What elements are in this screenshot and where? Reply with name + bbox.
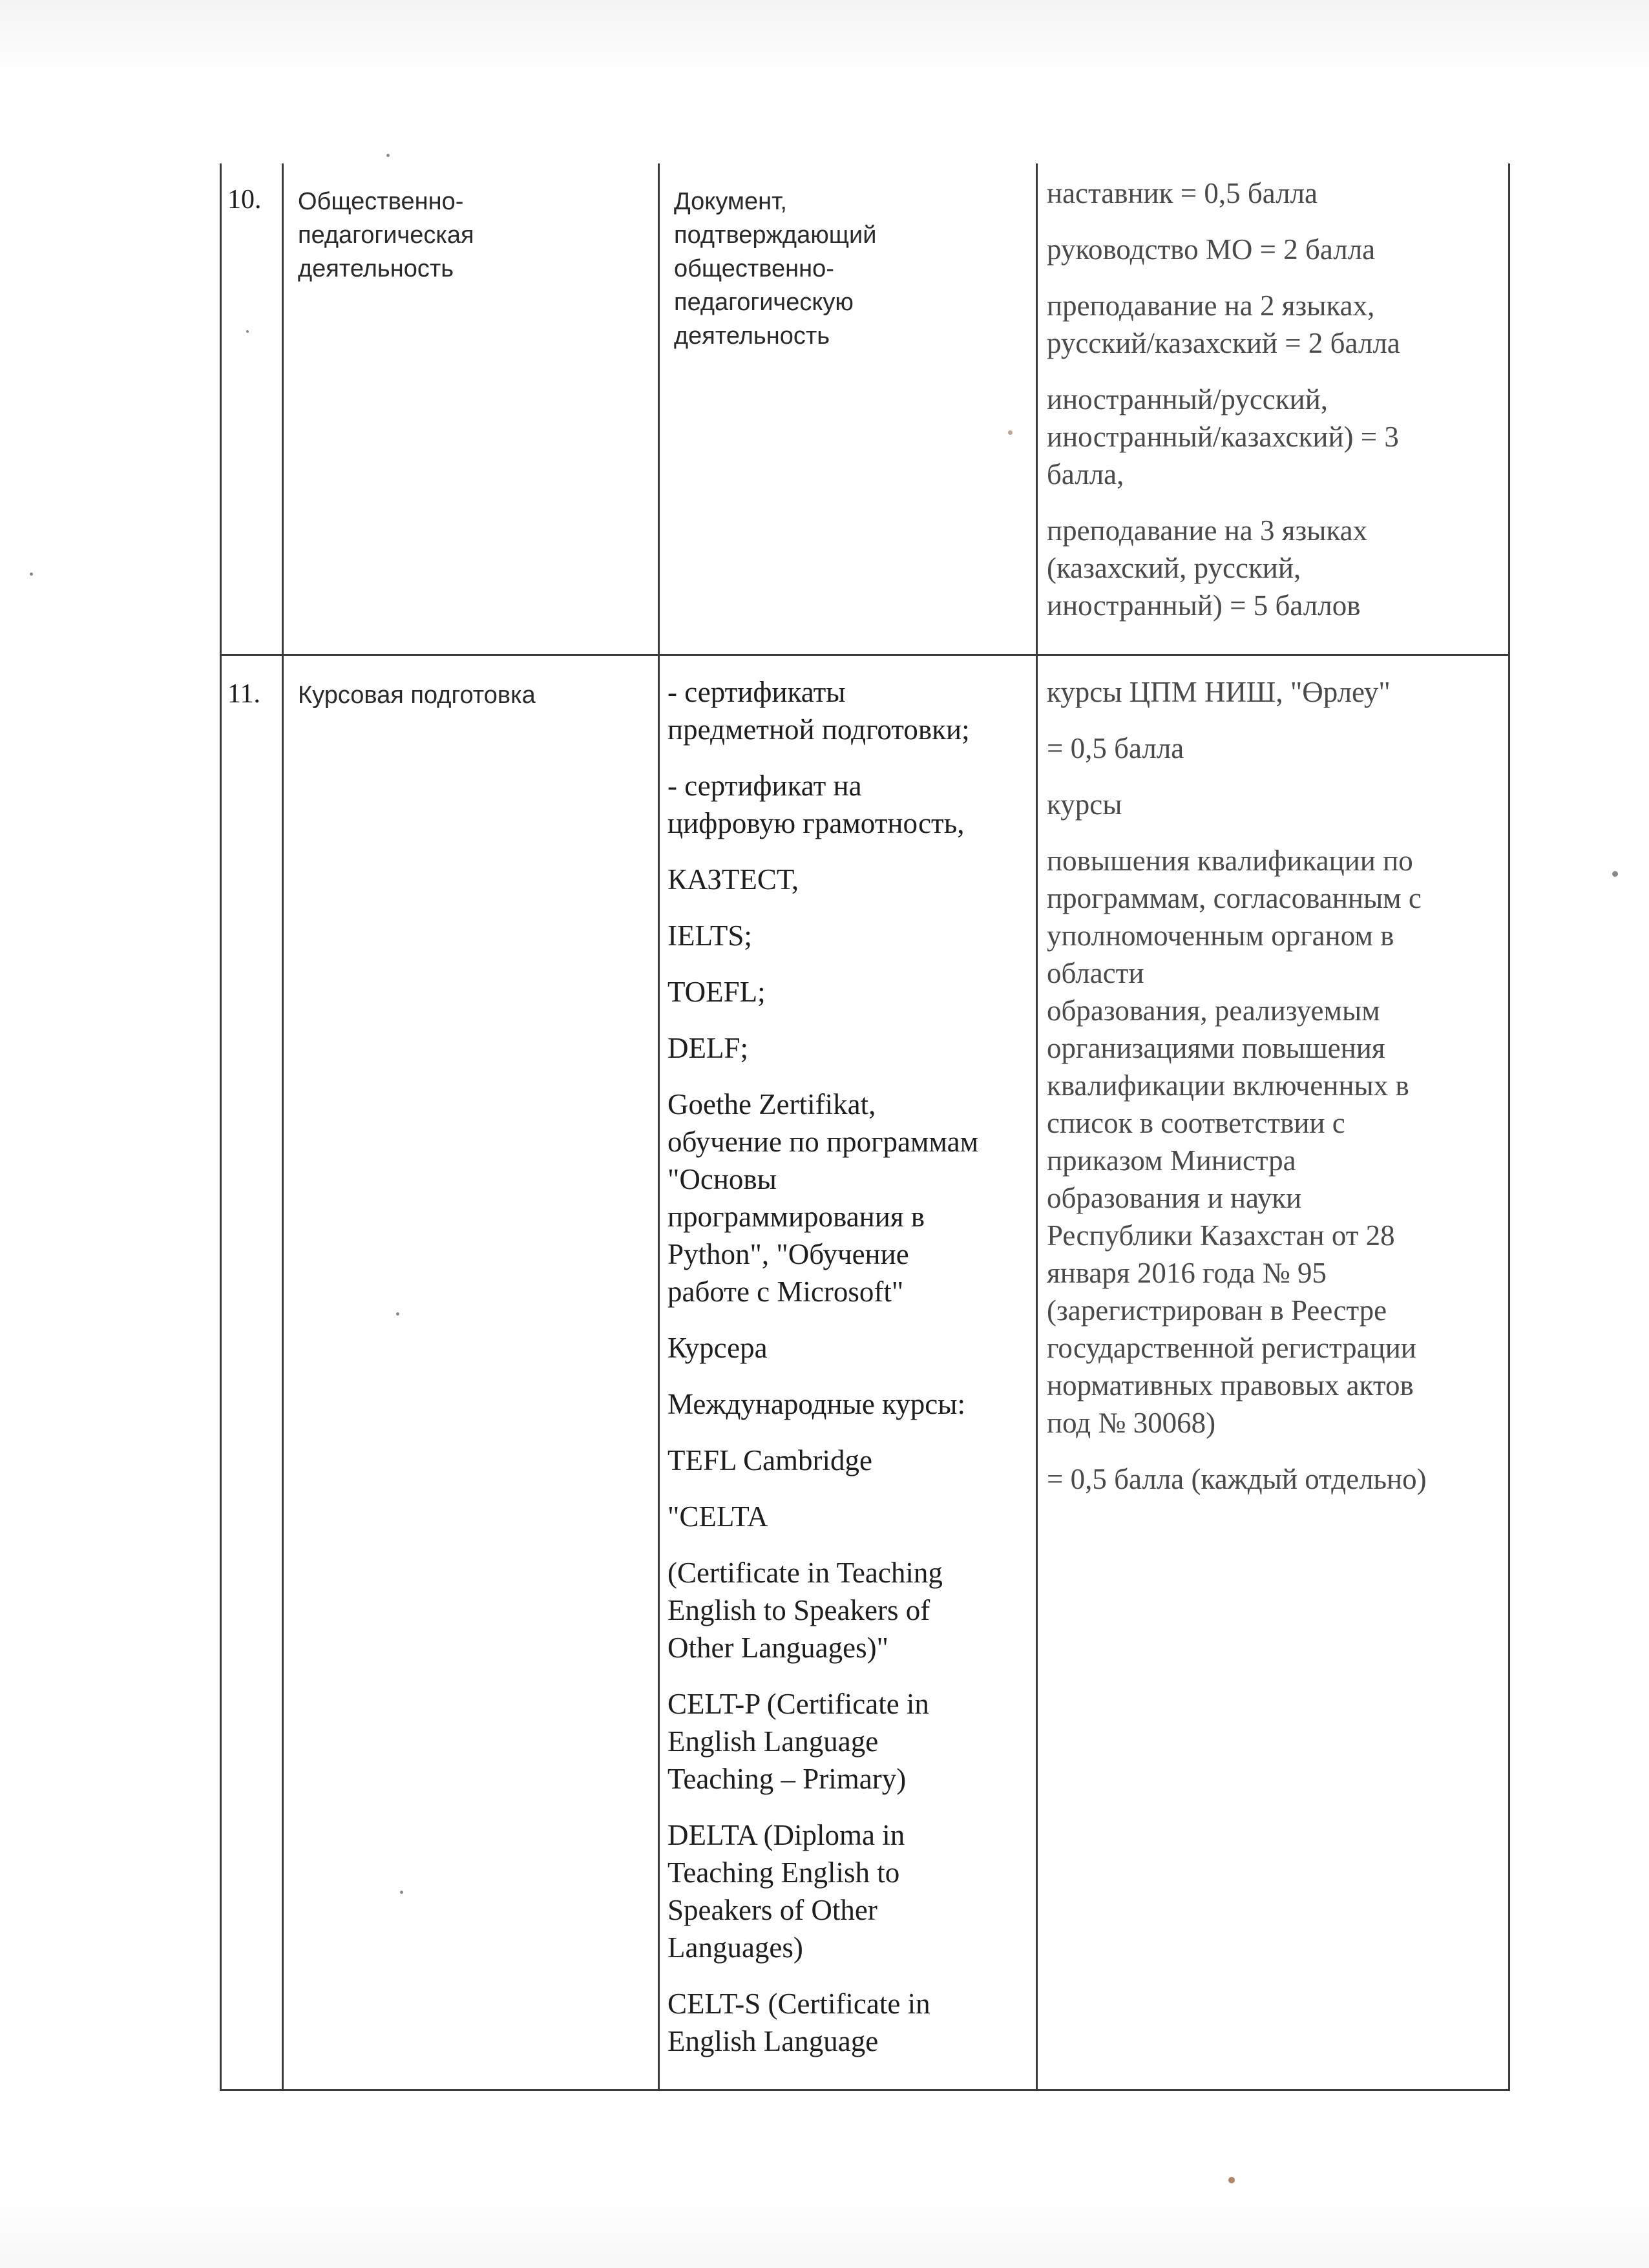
score-paragraph	[1047, 381, 1494, 493]
document-paragraph	[667, 1498, 1022, 1535]
text-line: организациями повышения	[1047, 1032, 1385, 1064]
text-line: DELTA (Diploma in	[667, 1819, 905, 1851]
document-paragraph	[667, 917, 1022, 954]
score-paragraph	[1047, 786, 1494, 823]
text-line: наставник = 0,5 балла	[1047, 177, 1318, 209]
score-paragraph	[1047, 231, 1494, 268]
text-line: иностранный) = 5 баллов	[1047, 589, 1361, 622]
text-line: Республики Казахстан от 28	[1047, 1219, 1395, 1252]
text-line: English to Speakers of	[667, 1594, 930, 1626]
document-paragraph	[667, 973, 1022, 1011]
text-line: января 2016 года № 95	[1047, 1257, 1327, 1289]
text-line: КАЗТЕСТ,	[667, 863, 799, 896]
text-line: = 0,5 балла	[1047, 732, 1184, 764]
text-line: приказом Министра	[1047, 1144, 1296, 1177]
text-line: уполномоченным органом в	[1047, 919, 1394, 952]
table-border-left	[220, 163, 222, 2091]
score-paragraph	[1047, 730, 1494, 767]
text-line: Teaching – Primary)	[667, 1763, 907, 1795]
scan-speck	[386, 154, 390, 157]
score-paragraph	[1047, 673, 1494, 711]
text-line: преподавание на 2 языках,	[1047, 289, 1375, 322]
text-line: TOEFL;	[667, 976, 766, 1008]
document-paragraph	[667, 1029, 1022, 1067]
text-line: под № 30068)	[1047, 1407, 1216, 1439]
criterion-cell	[284, 185, 658, 286]
criterion-cell	[284, 678, 658, 712]
text-line: подтверждающий	[674, 222, 877, 249]
text-line: программам, согласованным с	[1047, 882, 1422, 914]
text-line: деятельность	[298, 255, 454, 282]
text-line: English Language	[667, 2025, 879, 2057]
document-cell	[660, 673, 1036, 2060]
text-line: Goethe Zertifikat,	[667, 1088, 876, 1120]
text-line: педагогическую	[674, 289, 854, 316]
score-paragraph	[1047, 174, 1494, 212]
score-paragraph	[1047, 512, 1494, 624]
text-line: "CELTA	[667, 1500, 768, 1533]
text-line: "Основы	[667, 1163, 777, 1195]
text-line: деятельность	[674, 322, 830, 350]
score-paragraph	[1047, 287, 1494, 362]
document-cell	[660, 185, 1036, 353]
document-paragraph	[667, 1985, 1022, 2060]
score-cell	[1038, 174, 1508, 624]
table-border-bottom	[220, 2089, 1510, 2091]
row-divider	[220, 654, 1510, 656]
text-line: English Language	[667, 1725, 879, 1758]
text-line: TEFL Cambridge	[667, 1444, 873, 1476]
document-paragraph	[667, 1086, 1022, 1310]
text-line: курсы	[1047, 788, 1122, 821]
text-line: (зарегистрирован в Реестре	[1047, 1294, 1387, 1327]
text-line: предметной подготовки;	[667, 713, 970, 746]
text-line: цифровую грамотность,	[667, 807, 965, 839]
text-line: квалификации включенных в	[1047, 1069, 1409, 1102]
text-line: список в соответствии с	[1047, 1107, 1345, 1139]
document-paragraph	[667, 1442, 1022, 1479]
text-line: Languages)	[667, 1931, 803, 1964]
document-paragraph	[667, 1554, 1022, 1666]
document-paragraph	[667, 1385, 1022, 1423]
text-line: балла,	[1047, 458, 1124, 490]
scan-speck	[400, 1891, 403, 1894]
text-line: CELT-S (Certificate in	[667, 1988, 930, 2020]
text-line: (Certificate in Teaching	[667, 1557, 943, 1589]
text-line: образования и науки	[1047, 1182, 1302, 1214]
text-line: Общественно-	[298, 188, 464, 215]
row-number	[220, 677, 282, 711]
text-line: - сертификат на	[667, 770, 862, 802]
text-line: общественно-	[674, 255, 834, 282]
text-line: преподавание на 3 языках	[1047, 514, 1368, 547]
text-line: курсы ЦПМ НИШ, "Өрлеу"	[1047, 676, 1391, 708]
text-line: Speakers of Other	[667, 1894, 877, 1926]
table-border-right	[1508, 163, 1510, 2091]
scan-speck	[1612, 871, 1618, 877]
score-cell	[1038, 673, 1508, 1498]
text-line: = 0,5 балла (каждый отдельно)	[1047, 1463, 1427, 1495]
document-paragraph	[667, 767, 1022, 842]
scan-speck	[246, 330, 249, 333]
document-paragraph	[667, 673, 1022, 748]
text-line: Teaching English to	[667, 1856, 900, 1889]
text-line: 10.	[227, 185, 262, 215]
text-line: 11.	[227, 679, 260, 709]
text-line: области	[1047, 957, 1144, 989]
score-paragraph	[1047, 842, 1494, 1442]
text-line: - сертификаты	[667, 676, 846, 708]
scan-speck	[1228, 2177, 1235, 2183]
text-line: Other Languages)"	[667, 1632, 888, 1664]
text-line: обучение по программам	[667, 1126, 979, 1158]
text-line: Международные курсы:	[667, 1388, 966, 1420]
column-divider	[282, 163, 284, 2091]
text-line: государственной регистрации	[1047, 1332, 1416, 1364]
document-paragraph	[667, 1816, 1022, 1966]
document-paragraph	[667, 1685, 1022, 1798]
text-line: иностранный/казахский) = 3	[1047, 421, 1399, 453]
document-paragraph	[667, 1329, 1022, 1367]
text-line: IELTS;	[667, 919, 752, 952]
text-line: педагогическая	[298, 222, 474, 249]
text-line: нормативных правовых актов	[1047, 1369, 1414, 1402]
text-line: руководство МО = 2 балла	[1047, 233, 1376, 266]
text-line: русский/казахский = 2 балла	[1047, 327, 1400, 359]
scan-speck	[396, 1312, 399, 1316]
text-line: работе с Microsoft"	[667, 1276, 904, 1308]
text-line: Курсовая подготовка	[298, 682, 536, 709]
scan-speck	[1008, 430, 1013, 435]
text-line: Документ,	[674, 188, 787, 215]
text-line: образования, реализуемым	[1047, 994, 1380, 1027]
text-line: Курсера	[667, 1332, 768, 1364]
document-paragraph	[667, 861, 1022, 898]
text-line: программирования в	[667, 1201, 925, 1233]
text-line: DELF;	[667, 1032, 749, 1064]
text-line: Python", "Обучение	[667, 1238, 909, 1270]
score-paragraph	[1047, 1460, 1494, 1498]
text-line: повышения квалификации по	[1047, 845, 1413, 877]
text-line: CELT-P (Certificate in	[667, 1688, 929, 1720]
scan-speck	[30, 572, 33, 576]
text-line: иностранный/русский,	[1047, 383, 1329, 415]
row-number	[220, 182, 282, 217]
text-line: (казахский, русский,	[1047, 552, 1301, 584]
